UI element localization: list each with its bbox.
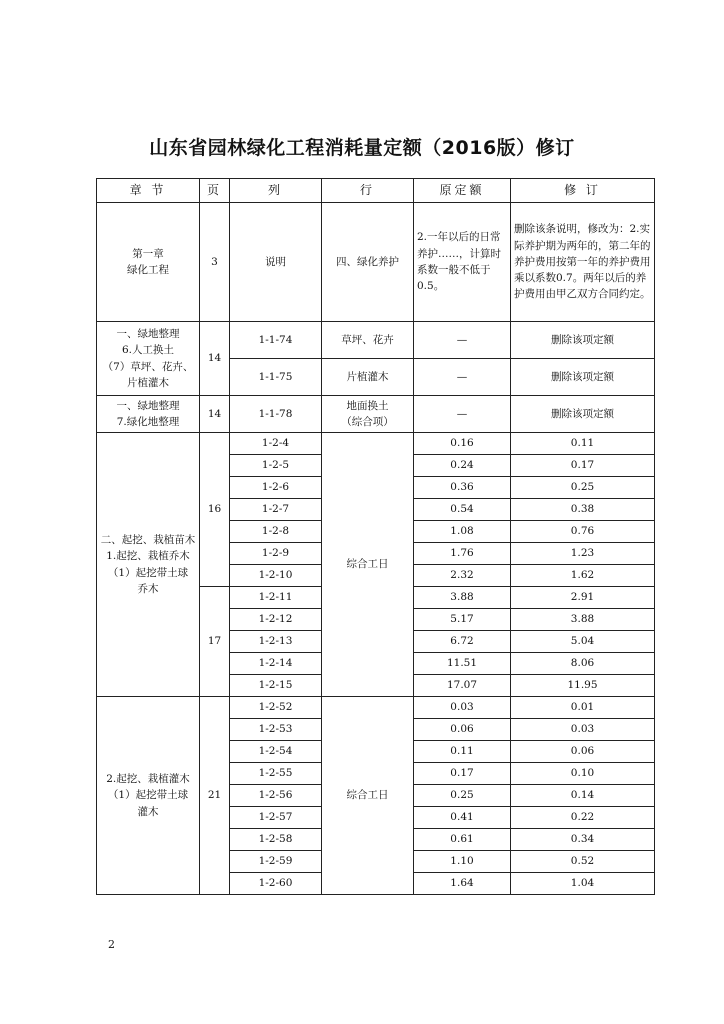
header-column: 列 bbox=[230, 179, 322, 203]
column-cell: 1-2-15 bbox=[230, 675, 322, 697]
revision-cell: 0.34 bbox=[511, 829, 655, 851]
revision-cell: 0.03 bbox=[511, 719, 655, 741]
row-cell: 草坪、花卉 bbox=[322, 322, 414, 359]
original-cell: 0.06 bbox=[414, 719, 511, 741]
chapter-line: （1）起挖带土球 bbox=[107, 566, 189, 579]
column-cell: 1-2-58 bbox=[230, 829, 322, 851]
chapter-line: 2.起挖、栽植灌木 bbox=[106, 773, 190, 786]
revision-cell: 0.10 bbox=[511, 763, 655, 785]
revision-cell: 0.11 bbox=[511, 433, 655, 455]
page-cell: 3 bbox=[200, 203, 230, 322]
column-cell: 1-2-60 bbox=[230, 873, 322, 895]
page-cell: 21 bbox=[200, 697, 230, 895]
original-cell: 0.36 bbox=[414, 477, 511, 499]
column-cell: 说明 bbox=[230, 203, 322, 322]
chapter-line: 一、绿地整理 bbox=[116, 399, 180, 412]
revision-cell: 2.91 bbox=[511, 587, 655, 609]
original-cell: — bbox=[414, 322, 511, 359]
original-cell: 0.54 bbox=[414, 499, 511, 521]
chapter-cell bbox=[97, 433, 200, 697]
chapter-line: 乔木 bbox=[137, 582, 159, 595]
chapter-cell bbox=[97, 203, 200, 322]
table-row bbox=[97, 433, 655, 455]
revision-cell: 0.14 bbox=[511, 785, 655, 807]
page-cell: 14 bbox=[200, 396, 230, 433]
column-cell: 1-1-75 bbox=[230, 359, 322, 396]
row-cell bbox=[322, 396, 414, 433]
column-cell: 1-1-74 bbox=[230, 322, 322, 359]
revision-cell: 0.38 bbox=[511, 499, 655, 521]
page-cell: 14 bbox=[200, 322, 230, 396]
chapter-line: （7）草坪、花卉、 bbox=[102, 360, 194, 373]
revision-cell: 0.01 bbox=[511, 697, 655, 719]
row-line: （综合项） bbox=[341, 416, 394, 428]
revision-cell: 0.22 bbox=[511, 807, 655, 829]
revision-cell: 1.04 bbox=[511, 873, 655, 895]
table-row bbox=[97, 697, 655, 719]
column-cell: 1-2-14 bbox=[230, 653, 322, 675]
revision-cell: 0.17 bbox=[511, 455, 655, 477]
page-cell: 16 bbox=[200, 433, 230, 587]
original-cell: 17.07 bbox=[414, 675, 511, 697]
original-cell: 0.25 bbox=[414, 785, 511, 807]
chapter-line: 第一章 bbox=[132, 247, 164, 260]
revision-cell: 1.62 bbox=[511, 565, 655, 587]
page-cell: 17 bbox=[200, 587, 230, 697]
page-title: 山东省园林绿化工程消耗量定额（2016版）修订 bbox=[149, 137, 575, 159]
column-cell: 1-2-53 bbox=[230, 719, 322, 741]
revision-cell: 8.06 bbox=[511, 653, 655, 675]
column-cell: 1-2-52 bbox=[230, 697, 322, 719]
chapter-line: 绿化工程 bbox=[127, 264, 169, 276]
row-cell: 四、绿化养护 bbox=[322, 203, 414, 322]
original-cell: 3.88 bbox=[414, 587, 511, 609]
chapter-line: 灌木 bbox=[137, 805, 159, 818]
column-cell: 1-2-13 bbox=[230, 631, 322, 653]
column-cell: 1-2-9 bbox=[230, 543, 322, 565]
original-cell: 1.10 bbox=[414, 851, 511, 873]
page-number: 2 bbox=[108, 938, 115, 951]
table-header-row bbox=[97, 179, 655, 203]
row-cell: 片植灌木 bbox=[322, 359, 414, 396]
header-page: 页 bbox=[200, 179, 230, 203]
chapter-cell bbox=[97, 396, 200, 433]
original-cell: 2.32 bbox=[414, 565, 511, 587]
column-cell: 1-2-56 bbox=[230, 785, 322, 807]
revision-cell: 删除该项定额 bbox=[511, 359, 655, 396]
revision-cell: 删除该项定额 bbox=[511, 322, 655, 359]
column-cell: 1-2-55 bbox=[230, 763, 322, 785]
header-chapter: 章 节 bbox=[97, 179, 200, 203]
original-cell: 1.64 bbox=[414, 873, 511, 895]
original-cell: 0.03 bbox=[414, 697, 511, 719]
row-cell: 综合工日 bbox=[322, 433, 414, 697]
original-cell: 0.16 bbox=[414, 433, 511, 455]
column-cell: 1-2-10 bbox=[230, 565, 322, 587]
original-cell: — bbox=[414, 396, 511, 433]
original-cell: 5.17 bbox=[414, 609, 511, 631]
chapter-cell bbox=[97, 322, 200, 396]
chapter-line: 1.起挖、栽植乔木 bbox=[106, 550, 190, 563]
header-original: 原定额 bbox=[414, 179, 511, 203]
column-cell: 1-1-78 bbox=[230, 396, 322, 433]
table-row bbox=[97, 396, 655, 433]
revision-cell: 0.76 bbox=[511, 521, 655, 543]
revision-cell: 0.25 bbox=[511, 477, 655, 499]
column-cell: 1-2-59 bbox=[230, 851, 322, 873]
original-cell: 11.51 bbox=[414, 653, 511, 675]
revision-cell: 删除该条说明，修改为：2.实际养护期为两年的，第二年的养护费用按第一年的养护费用乘以系数0.7。两年以后的养护费用由甲乙双方合同约定。 bbox=[511, 203, 655, 322]
chapter-line: （1）起挖带土球 bbox=[107, 789, 189, 802]
column-cell: 1-2-54 bbox=[230, 741, 322, 763]
chapter-line: 6.人工换土 bbox=[121, 344, 175, 357]
chapter-line: 二、起挖、栽植苗木 bbox=[100, 533, 196, 546]
table-row bbox=[97, 322, 655, 359]
revision-cell: 删除该项定额 bbox=[511, 396, 655, 433]
revision-cell: 0.52 bbox=[511, 851, 655, 873]
original-cell: 0.11 bbox=[414, 741, 511, 763]
revision-table bbox=[96, 178, 655, 895]
original-cell: 0.17 bbox=[414, 763, 511, 785]
column-cell: 1-2-12 bbox=[230, 609, 322, 631]
revision-cell: 5.04 bbox=[511, 631, 655, 653]
row-cell: 综合工日 bbox=[322, 697, 414, 895]
chapter-line: 片植灌木 bbox=[127, 376, 169, 389]
header-revision: 修 订 bbox=[511, 179, 655, 203]
chapter-cell bbox=[97, 697, 200, 895]
revision-cell: 11.95 bbox=[511, 675, 655, 697]
original-cell: — bbox=[414, 359, 511, 396]
original-cell: 1.08 bbox=[414, 521, 511, 543]
column-cell: 1-2-4 bbox=[230, 433, 322, 455]
row-line: 地面换土 bbox=[346, 399, 389, 412]
original-cell: 0.24 bbox=[414, 455, 511, 477]
revision-cell: 1.23 bbox=[511, 543, 655, 565]
column-cell: 1-2-7 bbox=[230, 499, 322, 521]
column-cell: 1-2-11 bbox=[230, 587, 322, 609]
table-row bbox=[97, 203, 655, 322]
original-cell: 0.61 bbox=[414, 829, 511, 851]
original-cell: 2.一年以后的日常养护……，计算时系数一般不低于0.5。 bbox=[414, 203, 511, 322]
original-cell: 6.72 bbox=[414, 631, 511, 653]
original-cell: 1.76 bbox=[414, 543, 511, 565]
chapter-line: 一、绿地整理 bbox=[116, 327, 180, 340]
header-row: 行 bbox=[322, 179, 414, 203]
column-cell: 1-2-57 bbox=[230, 807, 322, 829]
column-cell: 1-2-8 bbox=[230, 521, 322, 543]
revision-cell: 3.88 bbox=[511, 609, 655, 631]
revision-cell: 0.06 bbox=[511, 741, 655, 763]
column-cell: 1-2-5 bbox=[230, 455, 322, 477]
original-cell: 0.41 bbox=[414, 807, 511, 829]
chapter-line: 7.绿化地整理 bbox=[116, 416, 180, 428]
column-cell: 1-2-6 bbox=[230, 477, 322, 499]
